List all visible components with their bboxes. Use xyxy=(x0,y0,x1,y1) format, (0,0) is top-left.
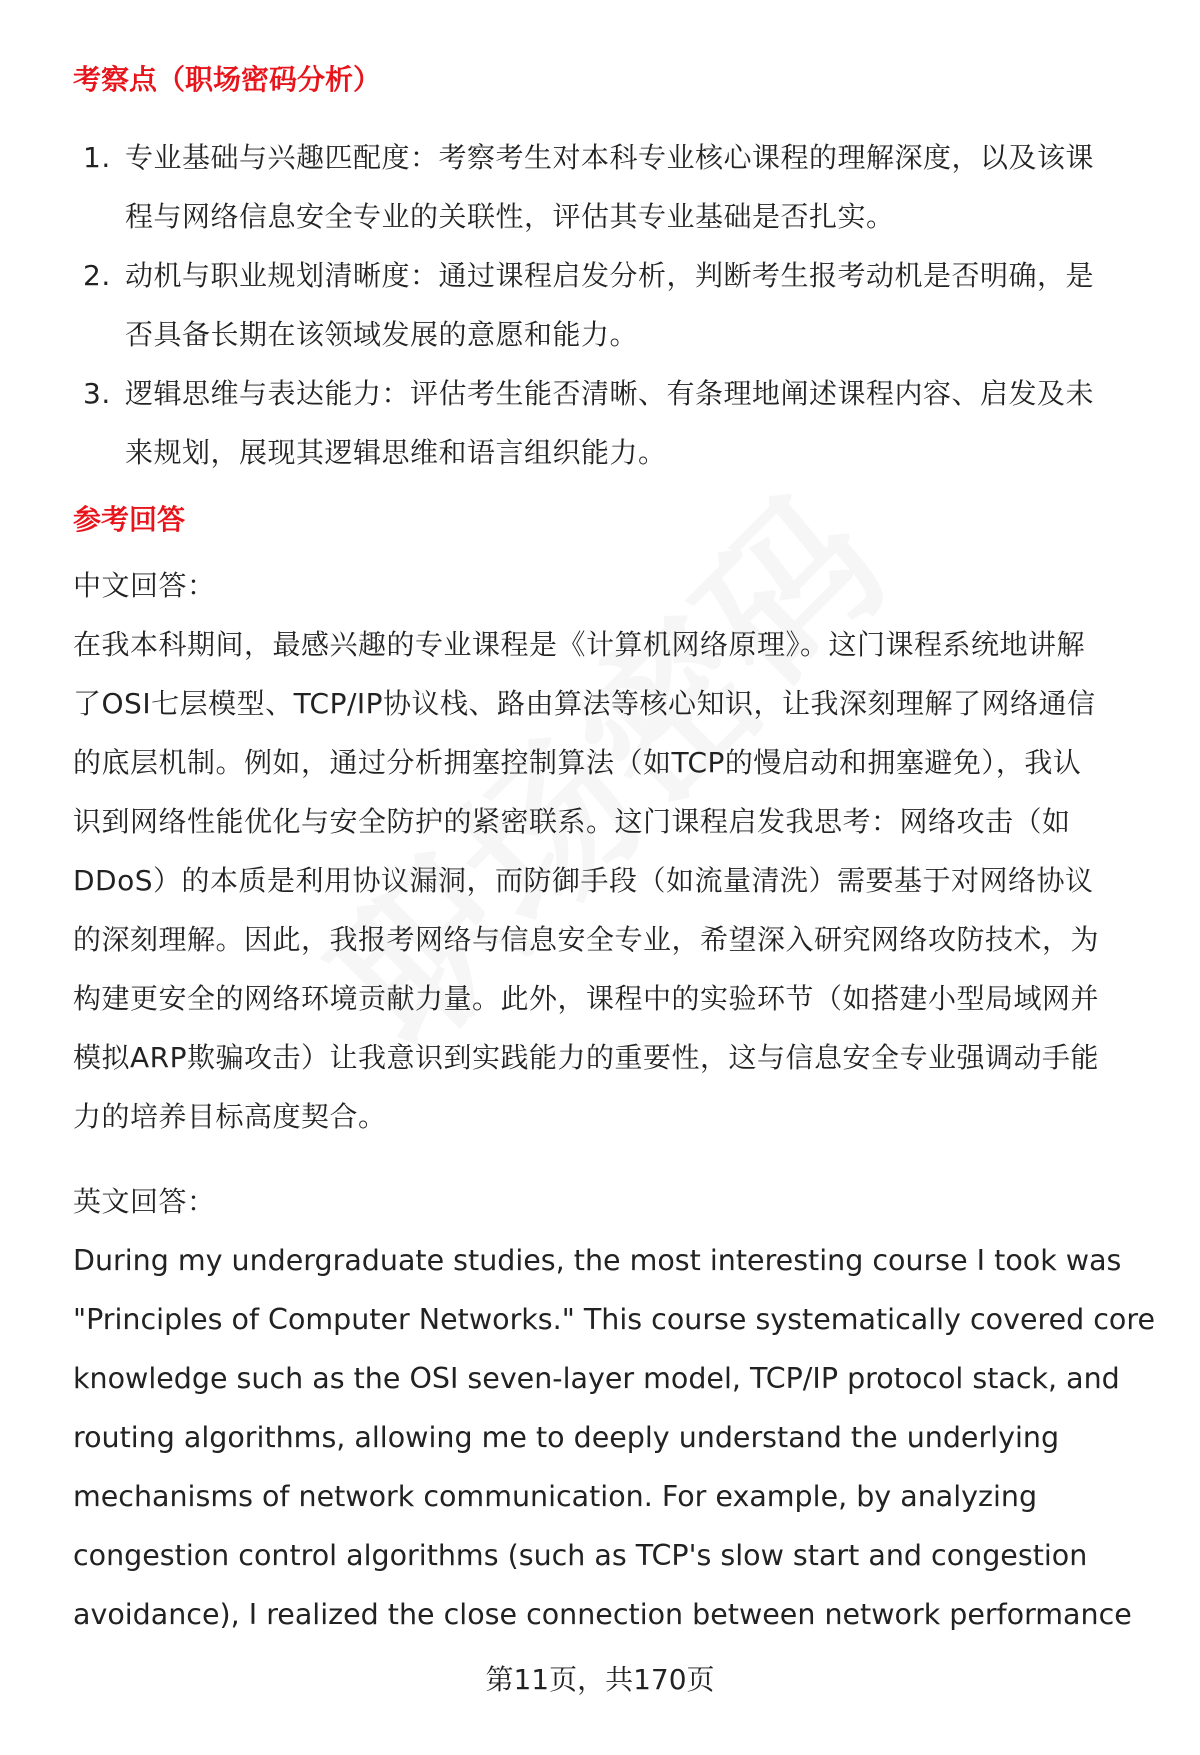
english-answer-text xyxy=(73,1231,1155,1644)
list-number: 3. xyxy=(83,377,111,410)
text-line: 在我本科期间，最感兴趣的专业课程是《计算机网络原理》。这门课程系统地讲解 xyxy=(73,628,1086,661)
section-heading-exam-points: 考察点（职场密码分析） xyxy=(73,63,382,96)
text-line: avoidance), I realized the close connection between network performance xyxy=(73,1598,1132,1631)
text-line: 程与网络信息安全专业的关联性，评估其专业基础是否扎实。 xyxy=(125,200,895,233)
text-line: 的底层机制。例如，通过分析拥塞控制算法（如TCP的慢启动和拥塞避免），我认 xyxy=(73,746,1082,779)
text-line: knowledge such as the OSI seven-layer model, TCP/IP protocol stack, and xyxy=(73,1362,1120,1395)
list-number: 1. xyxy=(83,141,111,174)
text-line: mechanisms of network communication. For example, by analyzing xyxy=(73,1480,1038,1513)
section-heading-reference-answer: 参考回答 xyxy=(73,503,186,536)
text-line: 力的培养目标高度契合。 xyxy=(73,1100,387,1133)
text-line: 逻辑思维与表达能力：评估考生能否清晰、有条理地阐述课程内容、启发及未 xyxy=(125,377,1095,410)
text-line: 动机与职业规划清晰度：通过课程启发分析，判断考生报考动机是否明确，是 xyxy=(125,259,1095,292)
text-line: "Principles of Computer Networks." This course systematically covered core xyxy=(73,1303,1155,1336)
chinese-answer-text xyxy=(73,615,1143,1146)
exam-point-item xyxy=(73,364,1143,482)
text-line: 识到网络性能优化与安全防护的紧密联系。这门课程启发我思考：网络攻击（如 xyxy=(73,805,1071,838)
text-line: 了OSI七层模型、TCP/IP协议栈、路由算法等核心知识，让我深刻理解了网络通信 xyxy=(73,687,1096,720)
english-answer-label: 英文回答： xyxy=(73,1185,216,1218)
text-line: 专业基础与兴趣匹配度：考察考生对本科专业核心课程的理解深度，以及该课 xyxy=(125,141,1095,174)
page-number: 第11页，共170页 xyxy=(485,1663,715,1696)
exam-point-item xyxy=(73,128,1143,246)
text-line: 构建更安全的网络环境贡献力量。此外，课程中的实验环节（如搭建小型局域网并 xyxy=(73,982,1100,1015)
text-line: 来规划，展现其逻辑思维和语言组织能力。 xyxy=(125,436,667,469)
exam-points-list xyxy=(73,128,1143,482)
document-page xyxy=(73,58,1155,1644)
exam-point-item xyxy=(73,246,1143,364)
list-number: 2. xyxy=(83,259,111,292)
text-line: DDoS）的本质是利用协议漏洞，而防御手段（如流量清洗）需要基于对网络协议 xyxy=(73,864,1094,897)
text-line: 否具备长期在该领域发展的意愿和能力。 xyxy=(125,318,639,351)
text-line: routing algorithms, allowing me to deeply understand the underlying xyxy=(73,1421,1060,1454)
text-line: congestion control algorithms (such as TCP's slow start and congestion xyxy=(73,1539,1088,1572)
text-line: 模拟ARP欺骗攻击）让我意识到实践能力的重要性，这与信息安全专业强调动手能 xyxy=(73,1041,1099,1074)
text-line: During my undergraduate studies, the most interesting course I took was xyxy=(73,1244,1122,1277)
chinese-answer-label: 中文回答： xyxy=(73,569,216,602)
text-line: 的深刻理解。因此，我报考网络与信息安全专业，希望深入研究网络攻防技术，为 xyxy=(73,923,1100,956)
